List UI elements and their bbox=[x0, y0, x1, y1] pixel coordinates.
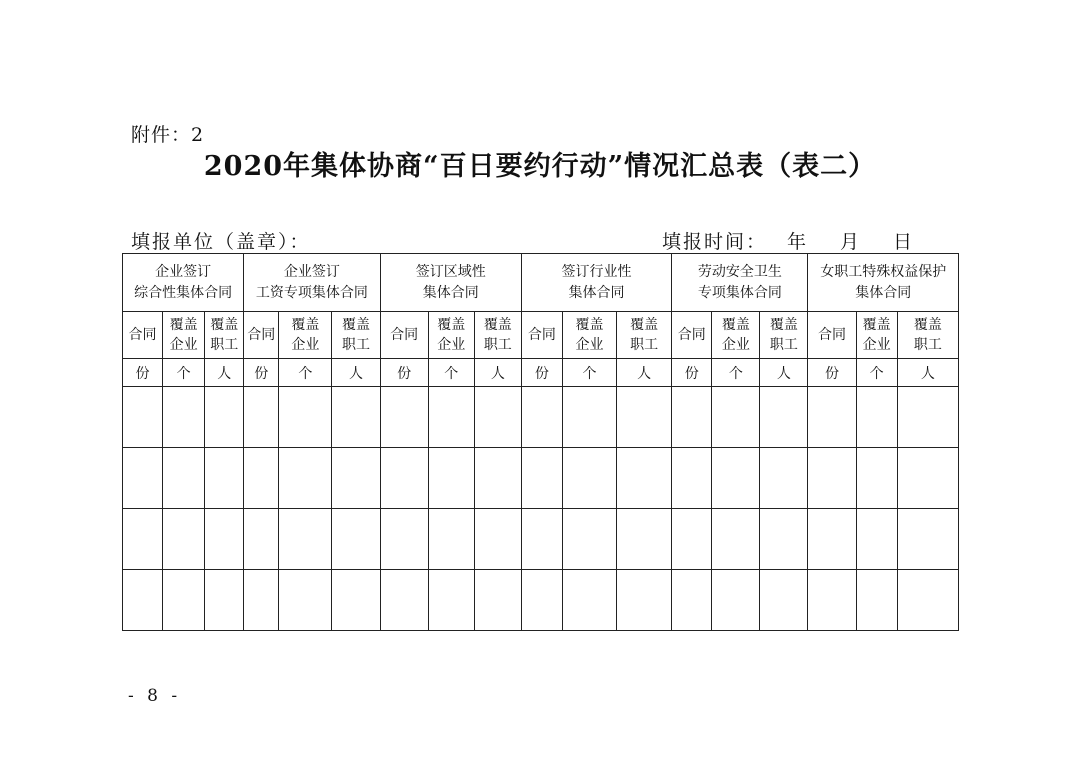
table-cell bbox=[474, 509, 521, 570]
table-cell bbox=[897, 387, 958, 448]
table-cell bbox=[760, 509, 808, 570]
table-cell bbox=[856, 448, 897, 509]
sub-header-contract: 合同 bbox=[808, 312, 856, 359]
table-cell bbox=[617, 509, 672, 570]
table-cell bbox=[244, 509, 279, 570]
table-cell bbox=[428, 509, 474, 570]
table-cell bbox=[428, 570, 474, 631]
table-cell bbox=[123, 509, 163, 570]
sub-header-workers: 覆盖 职工 bbox=[617, 312, 672, 359]
table-cell bbox=[856, 387, 897, 448]
table-cell bbox=[380, 570, 428, 631]
table-row bbox=[123, 570, 959, 631]
table-cell bbox=[123, 387, 163, 448]
sub-header-workers: 覆盖 职工 bbox=[332, 312, 380, 359]
unit-workers: 人 bbox=[332, 359, 380, 387]
table-cell bbox=[332, 509, 380, 570]
sub-header-enterprise: 覆盖 企业 bbox=[856, 312, 897, 359]
table-cell bbox=[521, 448, 562, 509]
unit-workers: 人 bbox=[617, 359, 672, 387]
unit-enterprise: 个 bbox=[712, 359, 760, 387]
page-title: 2020年集体协商“百日要约行动”情况汇总表（表二） bbox=[203, 151, 877, 182]
table-cell bbox=[760, 387, 808, 448]
table-cell bbox=[808, 448, 856, 509]
summary-table bbox=[122, 253, 959, 631]
table-cell bbox=[760, 570, 808, 631]
table-cell bbox=[244, 387, 279, 448]
table-cell bbox=[163, 570, 205, 631]
unit-contract: 份 bbox=[672, 359, 712, 387]
table-cell bbox=[808, 570, 856, 631]
fill-time-day: 日 bbox=[893, 231, 915, 253]
unit-contract: 份 bbox=[808, 359, 856, 387]
table-row bbox=[123, 448, 959, 509]
unit-enterprise: 个 bbox=[562, 359, 616, 387]
unit-workers: 人 bbox=[897, 359, 958, 387]
table-cell bbox=[672, 570, 712, 631]
table-cell bbox=[617, 387, 672, 448]
table-cell bbox=[474, 448, 521, 509]
table-cell bbox=[279, 509, 332, 570]
table-cell bbox=[380, 509, 428, 570]
table-cell bbox=[712, 509, 760, 570]
unit-enterprise: 个 bbox=[163, 359, 205, 387]
table-cell bbox=[897, 570, 958, 631]
table-cell bbox=[521, 509, 562, 570]
table-cell bbox=[205, 509, 244, 570]
group-header-row bbox=[123, 254, 959, 312]
unit-row bbox=[123, 359, 959, 387]
table-cell bbox=[672, 387, 712, 448]
table-cell bbox=[856, 509, 897, 570]
table-cell bbox=[562, 448, 616, 509]
unit-workers: 人 bbox=[474, 359, 521, 387]
sub-header-contract: 合同 bbox=[244, 312, 279, 359]
table-cell bbox=[808, 509, 856, 570]
fill-time-label bbox=[662, 227, 914, 254]
table-cell bbox=[123, 448, 163, 509]
unit-workers: 人 bbox=[205, 359, 244, 387]
table-cell bbox=[279, 448, 332, 509]
table-cell bbox=[244, 448, 279, 509]
unit-contract: 份 bbox=[521, 359, 562, 387]
group-header: 企业签订 工资专项集体合同 bbox=[244, 254, 380, 312]
group-header: 女职工特殊权益保护 集体合同 bbox=[808, 254, 959, 312]
table-cell bbox=[205, 570, 244, 631]
table-cell bbox=[897, 448, 958, 509]
group-header: 签订区域性 集体合同 bbox=[380, 254, 521, 312]
sub-header-contract: 合同 bbox=[380, 312, 428, 359]
table-cell bbox=[380, 387, 428, 448]
table-cell bbox=[380, 448, 428, 509]
table-cell bbox=[808, 387, 856, 448]
table-cell bbox=[712, 387, 760, 448]
sub-header-enterprise: 覆盖 企业 bbox=[428, 312, 474, 359]
sub-header-contract: 合同 bbox=[123, 312, 163, 359]
table-cell bbox=[712, 448, 760, 509]
group-header: 签订行业性 集体合同 bbox=[521, 254, 671, 312]
sub-header-contract: 合同 bbox=[672, 312, 712, 359]
table-cell bbox=[332, 448, 380, 509]
table-cell bbox=[428, 448, 474, 509]
unit-contract: 份 bbox=[380, 359, 428, 387]
table-cell bbox=[672, 448, 712, 509]
sub-header-enterprise: 覆盖 企业 bbox=[163, 312, 205, 359]
fill-unit-label: 填报单位（盖章）： bbox=[131, 231, 311, 253]
sub-header-enterprise: 覆盖 企业 bbox=[712, 312, 760, 359]
table-cell bbox=[163, 448, 205, 509]
table-cell bbox=[428, 387, 474, 448]
table-cell bbox=[123, 570, 163, 631]
unit-contract: 份 bbox=[123, 359, 163, 387]
unit-enterprise: 个 bbox=[428, 359, 474, 387]
table-cell bbox=[332, 387, 380, 448]
fill-time-year: 年 bbox=[787, 231, 809, 253]
table-cell bbox=[712, 570, 760, 631]
unit-enterprise: 个 bbox=[856, 359, 897, 387]
sub-header-enterprise: 覆盖 企业 bbox=[562, 312, 616, 359]
table-cell bbox=[205, 387, 244, 448]
table-cell bbox=[521, 570, 562, 631]
sub-header-workers: 覆盖 职工 bbox=[897, 312, 958, 359]
sub-header-enterprise: 覆盖 企业 bbox=[279, 312, 332, 359]
table-cell bbox=[279, 570, 332, 631]
table-cell bbox=[562, 570, 616, 631]
table-cell bbox=[474, 387, 521, 448]
sub-header-workers: 覆盖 职工 bbox=[760, 312, 808, 359]
table-cell bbox=[244, 570, 279, 631]
table-cell bbox=[205, 448, 244, 509]
table-cell bbox=[562, 387, 616, 448]
table-cell bbox=[279, 387, 332, 448]
group-header: 企业签订 综合性集体合同 bbox=[123, 254, 244, 312]
table-cell bbox=[672, 509, 712, 570]
unit-contract: 份 bbox=[244, 359, 279, 387]
table-cell bbox=[617, 448, 672, 509]
unit-workers: 人 bbox=[760, 359, 808, 387]
table-cell bbox=[617, 570, 672, 631]
sub-header-row bbox=[123, 312, 959, 359]
fill-time-text: 填报时间： bbox=[662, 231, 768, 253]
sub-header-workers: 覆盖 职工 bbox=[474, 312, 521, 359]
table-cell bbox=[760, 448, 808, 509]
table-cell bbox=[163, 509, 205, 570]
table-cell bbox=[163, 387, 205, 448]
table-cell bbox=[332, 570, 380, 631]
table-cell bbox=[897, 509, 958, 570]
table-row bbox=[123, 387, 959, 448]
fill-time-month: 月 bbox=[840, 231, 862, 253]
table-cell bbox=[856, 570, 897, 631]
attachment-label: 附件：2 bbox=[131, 124, 205, 146]
table-cell bbox=[562, 509, 616, 570]
unit-enterprise: 个 bbox=[279, 359, 332, 387]
table-cell bbox=[474, 570, 521, 631]
sub-header-contract: 合同 bbox=[521, 312, 562, 359]
sub-header-workers: 覆盖 职工 bbox=[205, 312, 244, 359]
group-header: 劳动安全卫生 专项集体合同 bbox=[672, 254, 808, 312]
table-row bbox=[123, 509, 959, 570]
page-number: - 8 - bbox=[128, 686, 182, 706]
table-cell bbox=[521, 387, 562, 448]
